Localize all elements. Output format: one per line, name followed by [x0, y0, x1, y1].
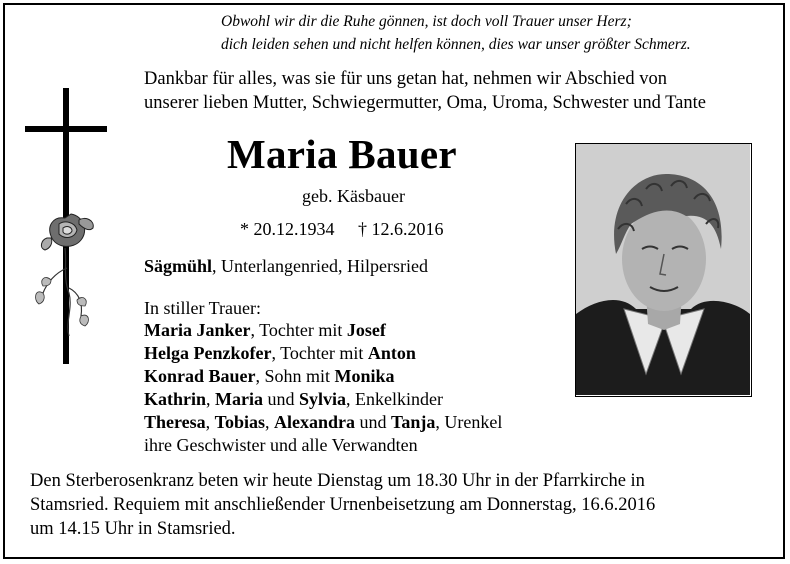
- deceased-name: Maria Bauer: [227, 131, 457, 177]
- mourner-name: Anton: [367, 343, 416, 363]
- maiden-name: geb. Käsbauer: [302, 186, 405, 206]
- mourner-relation: , Tochter mit: [250, 320, 347, 340]
- places: [144, 256, 428, 277]
- mourner-row: [144, 389, 443, 410]
- separator: ,: [206, 389, 216, 409]
- mourner-name: Tanja: [391, 412, 436, 432]
- mourner-name: Josef: [346, 320, 386, 340]
- intro-line-1: Dankbar für alles, was sie für uns getan hat, nehmen wir Abschied von: [144, 69, 667, 89]
- mourner-row: [144, 412, 502, 433]
- mourner-name: Sylvia: [299, 389, 347, 409]
- separator: ,: [205, 412, 215, 432]
- mourner-name: Maria Janker: [144, 320, 251, 340]
- place-rest: , Unterlangenried, Hilpersried: [212, 256, 428, 276]
- place-bold: Sägmühl: [144, 256, 213, 276]
- mourners-relatives: ihre Geschwister und alle Verwandten: [144, 435, 418, 455]
- mourner-relation: , Urenkel: [435, 412, 503, 432]
- mourner-name: Theresa: [144, 412, 206, 432]
- portrait-photo: [575, 143, 752, 397]
- mourner-relation: , Tochter mit: [271, 343, 368, 363]
- mourner-name: Helga Penzkofer: [144, 343, 272, 363]
- poem-line-2: dich leiden sehen und nicht helfen können, dies war unser größter Schmerz.: [221, 36, 691, 53]
- mourner-name: Maria: [215, 389, 263, 409]
- birth-date: * 20.12.1934: [240, 219, 335, 239]
- death-date: † 12.6.2016: [358, 219, 444, 239]
- closing-line-2: Stamsried. Requiem mit anschließender Urnenbeisetzung am Donnerstag, 16.6.2016: [30, 495, 656, 515]
- mourner-relation: , Sohn mit: [255, 366, 335, 386]
- mourner-name: Alexandra: [274, 412, 356, 432]
- mourner-row: [144, 343, 416, 364]
- closing-line-3: um 14.15 Uhr in Stamsried.: [30, 519, 236, 539]
- separator: und: [263, 389, 299, 409]
- mourner-name: Tobias: [214, 412, 266, 432]
- mourners-heading: In stiller Trauer:: [144, 298, 261, 318]
- mourner-name: Monika: [334, 366, 395, 386]
- mourner-relation: , Enkelkinder: [346, 389, 443, 409]
- separator: und: [355, 412, 392, 432]
- mourner-name: Konrad Bauer: [144, 366, 256, 386]
- poem-line-1: Obwohl wir dir die Ruhe gönnen, ist doch voll Trauer unser Herz;: [221, 13, 632, 30]
- portrait-image: [576, 144, 750, 395]
- mourner-name: Kathrin: [144, 389, 207, 409]
- closing-line-1: Den Sterberosenkranz beten wir heute Dienstag um 18.30 Uhr in der Pfarrkirche in: [30, 471, 645, 491]
- separator: ,: [265, 412, 275, 432]
- cross-with-rose-icon: [25, 88, 107, 364]
- intro-line-2: unserer lieben Mutter, Schwiegermutter, Oma, Uroma, Schwester und Tante: [144, 93, 706, 113]
- mourner-row: [144, 320, 386, 341]
- mourner-row: [144, 366, 395, 387]
